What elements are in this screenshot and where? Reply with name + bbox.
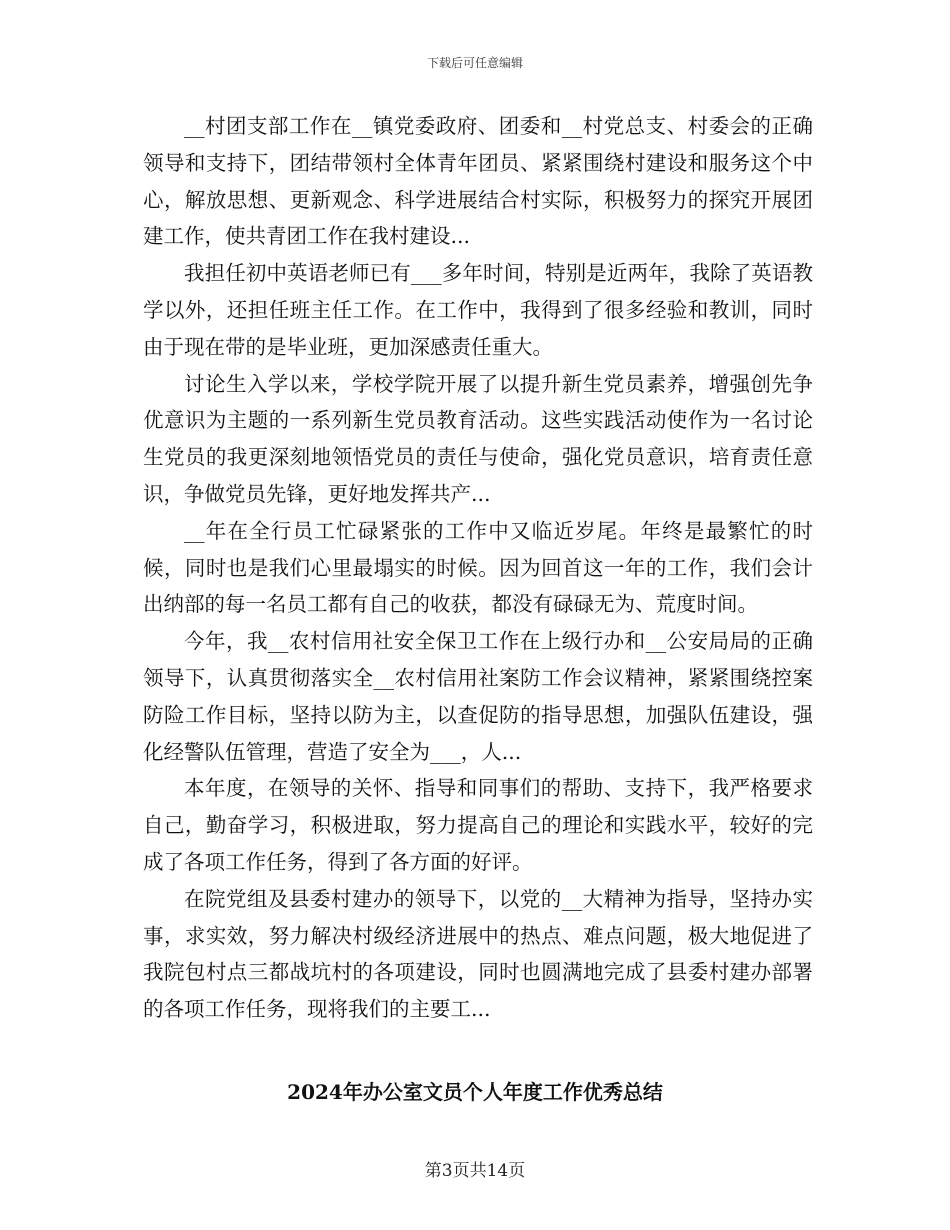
- document-title: 2024年办公室文员个人年度工作优秀总结: [287, 1080, 663, 1104]
- paragraph-3: 讨论生入学以来，学校学院开展了以提升新生党员素养，增强创先争优意识为主题的一系列新生党员教育活动。这些实践活动使作为一名讨论生党员的我更深刻地领悟党员的责任与使命，强化党员意识，培育责任意识，争做党员先锋，更好地发挥共产...: [143, 371, 813, 506]
- paragraph-4: __年在全行员工忙碌紧张的工作中又临近岁尾。年终是最繁忙的时候，同时也是我们心里最塌实的时候。因为回首这一年的工作，我们会计出纳部的每一名员工都有自己的收获，都没有碌碌无为、荒度时间。: [143, 518, 813, 617]
- paragraph-7: 在院党组及县委村建办的领导下，以党的__大精神为指导，坚持办实事，求实效，努力解决村级经济进展中的热点、难点问题，极大地促进了我院包村点三都战坑村的各项建设，同时也圆满地完成了县委村建办部署的各项工作任务，现将我们的主要工...: [143, 886, 813, 1022]
- page-footer: 第3页共14页: [424, 1161, 526, 1181]
- paragraph-6: 本年度，在领导的关怀、指导和同事们的帮助、支持下，我严格要求自己，勤奋学习，积极进取，努力提高自己的理论和实践水平，较好的完成了各项工作任务，得到了各方面的好评。: [143, 776, 813, 874]
- document-body: [143, 108, 813, 1028]
- page-header: 下载后可任意编辑: [426, 56, 523, 70]
- paragraph-2: 我担任初中英语老师已有___多年时间，特别是近两年，我除了英语教学以外，还担任班主任工作。在工作中，我得到了很多经验和教训，同时由于现在带的是毕业班，更加深感责任重大。: [143, 261, 813, 359]
- paragraph-5: 今年，我__农村信用社安全保卫工作在上级行办和__公安局局的正确领导下，认真贯彻落实全__农村信用社案防工作会议精神，紧紧围绕控案防险工作目标，坚持以防为主，以查促防的指导思想，加强队伍建设，强化经警队伍管理，营造了安全为___，人...: [143, 629, 813, 764]
- paragraph-1: __村团支部工作在__镇党委政府、团委和__村党总支、村委会的正确领导和支持下，团结带领村全体青年团员、紧紧围绕村建设和服务这个中心，解放思想、更新观念、科学进展结合村实际，积极努力的探究开展团建工作，使共青团工作在我村建设...: [143, 114, 813, 249]
